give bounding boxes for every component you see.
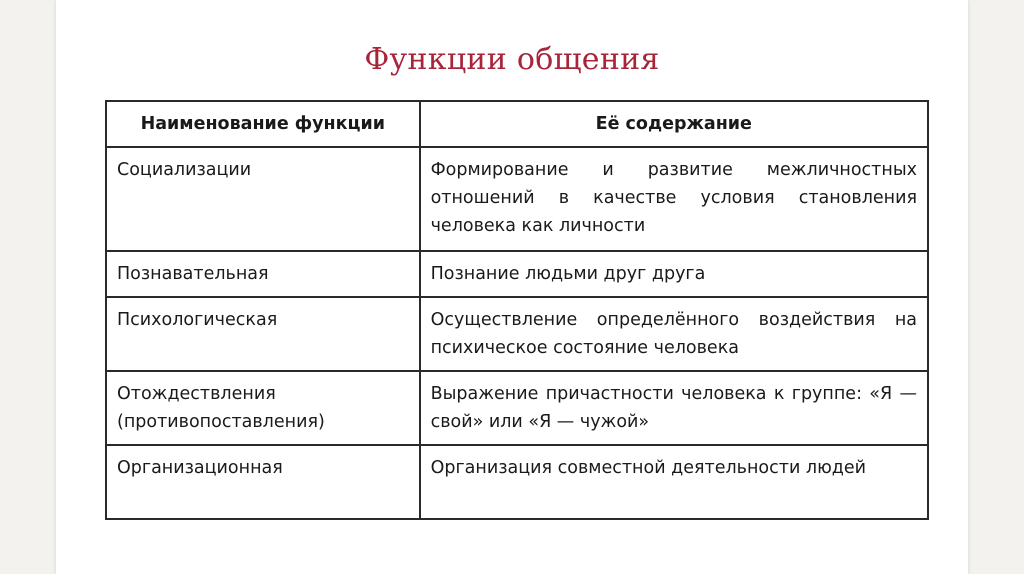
function-name-cell: Отождествления (противопоставления) xyxy=(106,371,420,445)
header-function-name: Наименование функции xyxy=(106,101,420,147)
functions-table xyxy=(105,100,929,520)
function-content-cell: Организация совместной деятельности людей xyxy=(420,445,928,519)
table-row xyxy=(106,297,928,371)
table-row xyxy=(106,147,928,251)
function-name-cell: Социализации xyxy=(106,147,420,251)
function-content-cell: Познание людьми друг друга xyxy=(420,251,928,297)
function-name-cell: Познавательная xyxy=(106,251,420,297)
function-content-cell: Выражение причастности человека к группе: «Я — свой» или «Я — чужой» xyxy=(420,371,928,445)
function-name-cell: Организационная xyxy=(106,445,420,519)
slide-title: Функции общения xyxy=(364,42,660,77)
header-function-content: Её содержание xyxy=(420,101,928,147)
function-name-cell: Психологическая xyxy=(106,297,420,371)
function-content-cell: Осуществление определённого воздействия на психическое состояние человека xyxy=(420,297,928,371)
table-header-row xyxy=(106,101,928,147)
table-row xyxy=(106,371,928,445)
function-content-cell: Формирование и развитие межличностных отношений в качестве условия становления человека как личности xyxy=(420,147,928,251)
table-row xyxy=(106,251,928,297)
table-row xyxy=(106,445,928,519)
